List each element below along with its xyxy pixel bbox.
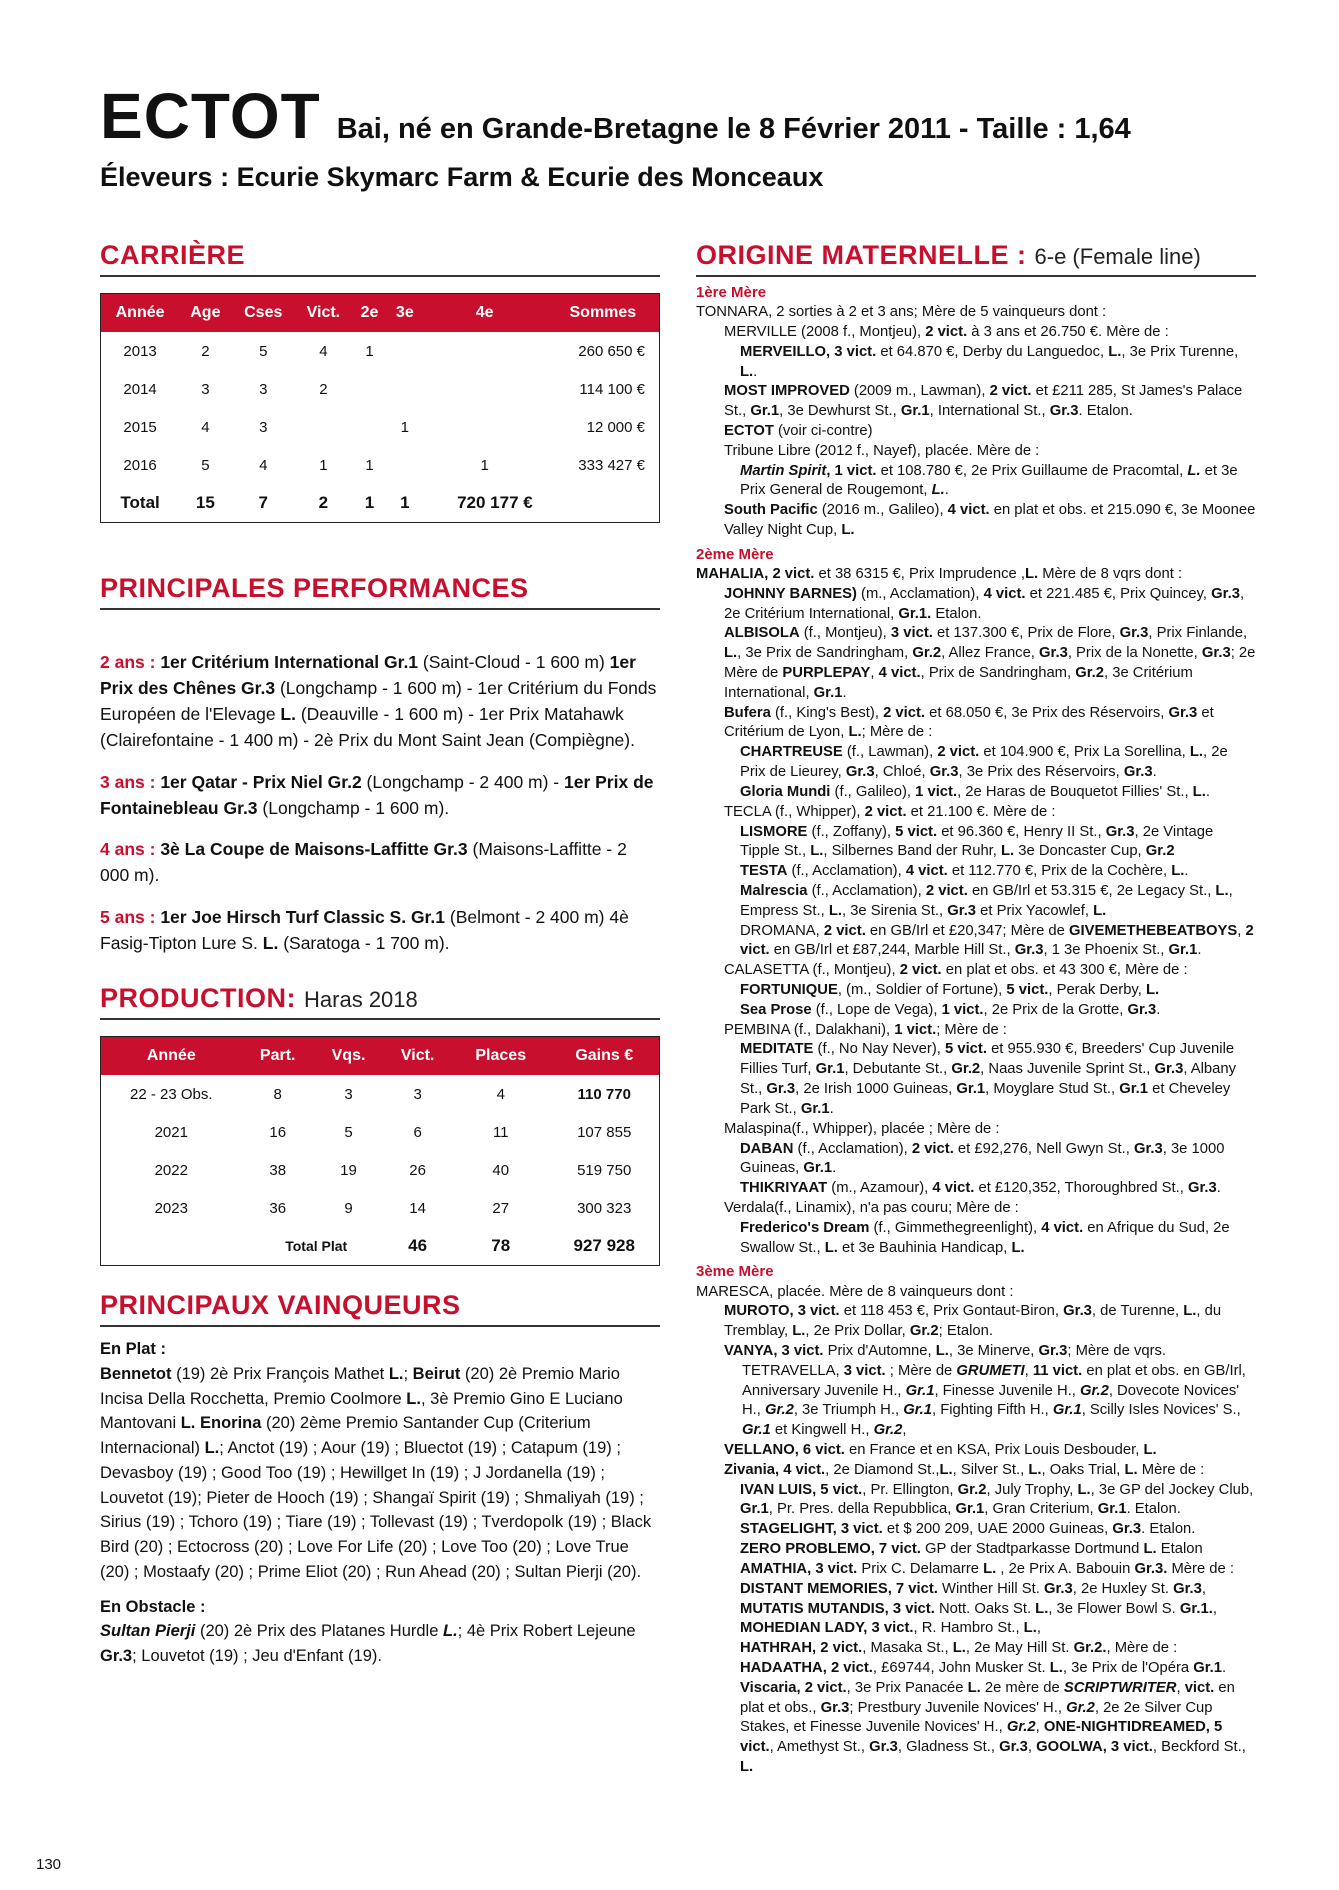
pedigree-line: ALBISOLA (f., Montjeu), 3 vict. et 137.300 €, Prix de Flore, Gr.3, Prix Finlande, L., 3e Prix de Sandringham, Gr.2, Allez France, Gr.3, Prix de la Nonette, Gr.3; 2e Mère de PURPLEPAY, 4 vict., Prix de Sandringham, Gr.2, 3e Critérium International, Gr.1. [724,625,1256,701]
breeders: Éleveurs : Ecurie Skymarc Farm & Ecurie des Monceaux [100,162,824,192]
table-row [101,1113,660,1151]
pedigree-line: MAHALIA, 2 vict. et 38 6315 €, Prix Imprudence ,L. Mère de 8 vqrs dont : [696,565,1183,582]
pedigree-line: AMATHIA, 3 vict. Prix C. Delamarre L. , 2e Prix A. Babouin Gr.3. Mère de : DISTANT MEMORIES, 7 vict. Winther Hill St. Gr.3, 2e Huxley St. Gr.3, MUTATIS MUTANDIS, 3 vict. Nott. Oaks St. L., 3e Flower Bowl S. Gr.1., MOHEDIAN LADY, 3 vict., R. Hambro St., L., [740,1560,1234,1637]
pedigree-line: Tribune Libre (2012 f., Nayef), placée. Mère de : [724,442,1040,459]
right-column [696,240,1256,1778]
pedigree-line: FORTUNIQUE, (m., Soldier of Fortune), 5 vict., Perak Derby, L. [740,982,1160,999]
total-cell: Total [120,493,160,513]
page-number: 130 [36,1856,62,1873]
pedigree-line: Gloria Mundi (f., Galileo), 1 vict., 2e Haras de Bouquetot Fillies' St., L.. [740,783,1210,800]
table-cell: 6 [413,1123,422,1141]
table-row [101,408,660,446]
total-row [101,1227,660,1266]
plat-list: Bennetot (19) 2è Prix François Mathet L.; Beirut (20) 2è Premio Mario Incisa Della Rocchetta, Premio Coolmore L., 3è Premio Gino E Luciano Mantovani L. Enorina (20) 2ème Premio Santander Cup (Criterium Internacional) L.; Anctot (19) ; Aour (19) ; Bluectot (19) ; Catapum (19) ; Devasboy (19) ; Good Too (19) ; Hewillget In (19) ; J Jordanella (19) ; Louvetot (19); Pieter de Hooch (19) ; Shangaï Spirit (19) ; Shmaliyah (19) ; Sirius (19) ; Tchoro (19) ; Tiare (19) ; Tollevast (19) ; Tverdopolk (19) ; Black Bird (20) ; Ectocross (20) ; Love For Life (20) ; Love Too (20) ; Love True (20) ; Mostaafy (20) ; Prime Eliot (20) ; Run Ahead (20) ; Sultan Pierji (20). [100,1364,652,1581]
origine-heading: ORIGINE MATERNELLE : 6-e (Female line) [696,240,1256,277]
pedigree-line: Viscaria, 2 vict., 3e Prix Panacée L. 2e mère de SCRIPTWRITER, vict. en plat et obs., Gr.3; Prestbury Juvenile Novices' H., Gr.2, 2e 2e Silver Cup Stakes, et Finesse Juvenile Novices' H., Gr.2, ONE-NIGHTIDREAMED, 5 vict., Amethyst St., Gr.3, Gladness St., Gr.3, GOOLWA, 3 vict., Beckford St., L. [740,1679,1246,1776]
table-cell: 2016 [123,456,157,474]
table-cell: 36 [269,1199,287,1217]
pedigree-line: TONNARA, 2 sorties à 2 et 3 ans; Mère de 5 vainqueurs dont : [696,304,1107,321]
table-cell: 1 [400,418,409,436]
carriere-heading: CARRIÈRE [100,240,660,277]
pedigree-line: ZERO PROBLEMO, 7 vict. GP der Stadtparkasse Dortmund L. Etalon [740,1541,1203,1558]
production-heading: PRODUCTION: Haras 2018 [100,983,660,1020]
table-cell: 3 [413,1085,422,1103]
pedigree-line: Malaspina(f., Whipper), placée ; Mère de : [724,1120,1000,1137]
production-table [100,1036,660,1266]
table-cell [352,408,387,446]
pedigree-line: MERVEILLO, 3 vict. et 64.870 €, Derby du Languedoc, L., 3e Prix Turenne, L.. [740,343,1239,380]
carriere-col-header: Age [179,294,231,333]
table-row [101,446,660,484]
pedigree-line: MARESCA, placée. Mère de 8 vainqueurs dont : [696,1283,1014,1300]
table-cell: 2013 [123,342,157,360]
plat-title: En Plat : [100,1340,167,1359]
table-cell: 2 [319,380,328,398]
production-col-header: Part. [242,1037,314,1076]
pedigree-line: MEDITATE (f., No Nay Never), 5 vict. et 955.930 €, Breeders' Cup Juvenile Fillies Turf, Gr.1, Debutante St., Gr.2, Naas Juvenile Sprint St., Gr.3, Albany St., Gr.3, 2e Irish 1000 Guineas, Gr.1, Moyglare Stud St., Gr.1 et Cheveley Park St., Gr.1. [740,1041,1236,1117]
table-cell: 2 [201,342,210,360]
table-cell: 11 [492,1123,509,1141]
horse-name: ECTOT [100,80,321,152]
table-cell: 1 [319,456,328,474]
table-cell: 2021 [154,1123,188,1141]
table-cell: 3 [344,1085,353,1103]
pedigree-line: CALASETTA (f., Montjeu), 2 vict. en plat et obs. et 43 300 €, Mère de : [724,962,1188,979]
table-cell: 4 [201,418,210,436]
pedigree-line: TETRAVELLA, 3 vict. ; Mère de GRUMETI, 11 vict. en plat et obs. en GB/Irl, Anniversary Juvenile H., Gr.1, Finesse Juvenile H., Gr.2, Dovecote Novices' H., Gr.2, 3e Triumph H., Gr.1, Fighting Fifth H., Gr.1, Scilly Isles Novices' S., Gr.1 et Kingwell H., Gr.2, [742,1362,1246,1439]
carriere-col-header: Cses [232,294,295,333]
pedigree-line: STAGELIGHT, 3 vict. et $ 200 209, UAE 2000 Guineas, Gr.3. Etalon. [740,1521,1196,1538]
table-cell: 2014 [123,380,157,398]
table-cell: 4 [496,1085,505,1103]
vainqueurs-heading: PRINCIPAUX VAINQUEURS [100,1290,660,1327]
table-cell: 4 [259,456,268,474]
total-cell: 46 [408,1236,428,1256]
obstacle-list: Sultan Pierji (20) 2è Prix des Platanes Hurdle L.; 4è Prix Robert Lejeune Gr.3; Louvetot (19) ; Jeu d'Enfant (19). [100,1622,636,1666]
total-cell: 1 [400,493,410,513]
carriere-col-header: Année [101,294,180,333]
carriere-table [100,293,660,523]
table-row [101,1189,660,1227]
table-cell [387,446,422,484]
left-column [100,240,660,1679]
table-cell: 5 [344,1123,353,1141]
pedigree-line: DROMANA, 2 vict. en GB/Irl et £20,347; Mère de GIVEMETHEBEATBOYS, 2 vict. en GB/Irl et £87,244, Marble Hill St., Gr.3, 1 3e Phoenix St., Gr.1. [740,922,1254,959]
carriere-col-header: 4e [423,294,547,333]
total-cell: Total Plat [285,1238,348,1255]
total-cell: 720 177 € [457,493,533,513]
perf-4ans: 4 ans : 3è La Coupe de Maisons-Laffitte Gr.3 (Maisons-Laffitte - 2 000 m). [100,839,627,886]
table-cell: 300 323 [577,1199,632,1217]
pedigree-line: JOHNNY BARNES) (m., Acclamation), 4 vict. et 221.485 €, Prix Quincey, Gr.3, 2e Critérium International, Gr.1. Etalon. [724,585,1245,622]
horse-subtitle: Bai, né en Grande-Bretagne le 8 Février 2011 - Taille : 1,64 [336,113,1131,145]
pedigree-line: VANYA, 3 vict. Prix d'Automne, L., 3e Minerve, Gr.3; Mère de vqrs. [724,1342,1167,1359]
table-cell: 333 427 € [578,456,645,474]
table-cell [352,370,387,408]
generation-heading: 3ème Mère [696,1263,774,1281]
pedigree-line: TESTA (f., Acclamation), 4 vict. et 112.770 €, Prix de la Cochère, L.. [740,863,1189,880]
table-cell: 12 000 € [586,418,645,436]
table-cell: 1 [365,342,374,360]
table-cell: 8 [273,1085,282,1103]
table-cell: 260 650 € [578,342,645,360]
production-col-header: Année [101,1037,242,1076]
total-cell: 78 [491,1236,511,1256]
total-row [101,484,660,523]
table-cell: 19 [340,1161,357,1179]
obstacle-title: En Obstacle : [100,1597,206,1616]
table-cell: 38 [269,1161,287,1179]
vainqueurs-text [100,1337,660,1669]
table-cell: 2015 [123,418,157,436]
table-cell: 5 [201,456,210,474]
table-cell: 16 [269,1123,287,1141]
header [100,80,1260,193]
pedigree-line: Malrescia (f., Acclamation), 2 vict. en GB/Irl et 53.315 €, 2e Legacy St., L., Empress St., L., 3e Sirenia St., Gr.3 et Prix Yacowlef, L. [740,882,1233,919]
table-cell: 3 [201,380,210,398]
table-cell: 2023 [154,1199,188,1217]
table-cell [423,370,547,408]
origine-text [696,283,1256,1778]
carriere-col-header: 2e [352,294,387,333]
table-cell: 519 750 [577,1161,632,1179]
carriere-col-header: 3e [387,294,422,333]
table-cell: 9 [344,1199,353,1217]
table-row [101,332,660,370]
table-cell: 107 855 [577,1123,632,1141]
table-cell: 40 [492,1161,510,1179]
table-cell: 5 [259,342,268,360]
table-cell [423,408,547,446]
table-cell: 114 100 € [579,380,645,398]
pedigree-line: HATHRAH, 2 vict., Masaka St., L., 2e May Hill St. Gr.2., Mère de : HADAATHA, 2 vict., £69744, John Musker St. L., 3e Prix de l'Opéra Gr.1. [740,1640,1227,1676]
pedigree-line: DABAN (f., Acclamation), 2 vict. et £92,276, Nell Gwyn St., Gr.3, 3e 1000 Guineas, Gr.1. [740,1140,1225,1177]
table-row [101,370,660,408]
pedigree-line: Martin Spirit, 1 vict. et 108.780 €, 2e Prix Guillaume de Pracomtal, L. et 3e Prix General de Rougemont, L.. [740,462,1238,499]
carriere-col-header: Vict. [295,294,352,333]
pedigree-line: MUROTO, 3 vict. et 118 453 €, Prix Gontaut-Biron, Gr.3, de Turenne, L., du Tremblay, L., 2e Prix Dollar, Gr.2; Etalon. [724,1303,1222,1340]
pedigree-line: Sea Prose (f., Lope de Vega), 1 vict., 2e Prix de la Grotte, Gr.3. [740,1001,1161,1018]
total-cell: 927 928 [573,1236,635,1256]
performances-heading: PRINCIPALES PERFORMANCES [100,573,660,610]
table-cell: 4 [319,342,328,360]
pedigree-line: PEMBINA (f., Dalakhani), 1 vict.; Mère de : [724,1021,1007,1038]
pedigree-line: CHARTREUSE (f., Lawman), 2 vict. et 104.900 €, Prix La Sorellina, L., 2e Prix de Lieurey, Gr.3, Chloé, Gr.3, 3e Prix des Réservoirs, Gr.3. [740,744,1228,781]
total-cell: 15 [195,493,215,513]
generation-heading: 1ère Mère [696,284,767,302]
pedigree-line: IVAN LUIS, 5 vict., Pr. Ellington, Gr.2, July Trophy, L., 3e GP del Jockey Club, Gr.1, Pr. Pres. della Repubblica, Gr.1, Gran Criterium, Gr.1. Etalon. [740,1481,1254,1518]
table-cell: 14 [409,1199,426,1217]
table-cell: 3 [259,418,268,436]
pedigree-line: VELLANO, 6 vict. en France et en KSA, Prix Louis Desbouder, L. [724,1442,1157,1459]
perf-2ans: 2 ans : 1er Critérium International Gr.1 (Saint-Cloud - 1 600 m) 1er Prix des Chênes Gr.3 (Longchamp - 1 600 m) - 1er Critérium du Fonds Européen de l'Elevage L. (Deauville - 1 600 m) - 1er Prix Matahawk (Clairefontaine - 1 400 m) - 2è Prix du Mont Saint Jean (Compiègne). [100,652,657,750]
table-cell: 1 [480,456,489,474]
table-cell: 27 [492,1199,510,1217]
total-cell: 7 [258,493,268,513]
production-col-header: Places [452,1037,549,1076]
table-cell [295,408,352,446]
table-cell: 22 - 23 Obs. [130,1085,213,1103]
production-col-header: Vqs. [314,1037,383,1076]
pedigree-line: Verdala(f., Linamix), n'a pas couru; Mère de : [724,1199,1019,1216]
pedigree-line: Bufera (f., King's Best), 2 vict. et 68.050 €, 3e Prix des Réservoirs, Gr.3 et Critérium de Lyon, L.; Mère de : [724,704,1214,741]
total-cell: 1 [364,493,375,513]
table-row [101,1151,660,1189]
table-cell: 1 [365,456,374,474]
performances-text [100,650,660,957]
pedigree-line: MOST IMPROVED (2009 m., Lawman), 2 vict. et £211 285, St James's Palace St., Gr.1, 3e Dewhurst St., Gr.1, International St., Gr.3. Etalon. [724,383,1243,420]
generation-heading: 2ème Mère [696,545,774,563]
table-cell [423,332,547,370]
table-cell: 26 [409,1161,426,1179]
total-cell: 2 [318,493,329,513]
pedigree-line: MERVILLE (2008 f., Montjeu), 2 vict. à 3 ans et 26.750 €. Mère de : [724,323,1169,340]
perf-5ans: 5 ans : 1er Joe Hirsch Turf Classic S. Gr.1 (Belmont - 2 400 m) 4è Fasig-Tipton Lure S. L. (Saratoga - 1 700 m). [100,907,629,954]
pedigree-line: TECLA (f., Whipper), 2 vict. et 21.100 €. Mère de : [724,803,1056,820]
title-row [100,80,1260,152]
table-cell: 2022 [154,1161,188,1179]
table-cell: 110 770 [577,1085,631,1103]
production-col-header: Vict. [383,1037,452,1076]
production-col-header: Gains € [549,1037,659,1076]
pedigree-line: Frederico's Dream (f., Gimmethegreenlight), 4 vict. en Afrique du Sud, 2e Swallow St., L. et 3e Bauhinia Handicap, L. [740,1219,1230,1256]
table-row [101,1075,660,1113]
perf-3ans: 3 ans : 1er Qatar - Prix Niel Gr.2 (Longchamp - 2 400 m) - 1er Prix de Fontainebleau Gr.3 (Longchamp - 1 600 m). [100,771,654,818]
table-cell [387,370,422,408]
table-cell [387,332,422,370]
carriere-col-header: Sommes [547,294,660,333]
table-cell: 3 [259,380,268,398]
pedigree-line: Zivania, 4 vict., 2e Diamond St.,L., Silver St., L., Oaks Trial, L. Mère de : [724,1461,1205,1478]
pedigree-line: South Pacific (2016 m., Galileo), 4 vict. en plat et obs. et 215.090 €, 3e Moonee Valley Night Cup, L. [724,502,1256,539]
pedigree-line: LISMORE (f., Zoffany), 5 vict. et 96.360 €, Henry II St., Gr.3, 2e Vintage Tipple St., L., Silbernes Band der Ruhr, L. 3e Doncaster Cup, Gr.2 [740,823,1214,860]
pedigree-line: ECTOT (voir ci-contre) [724,423,873,440]
pedigree-line: THIKRIYAAT (m., Azamour), 4 vict. et £120,352, Thoroughbred St., Gr.3. [740,1180,1221,1197]
